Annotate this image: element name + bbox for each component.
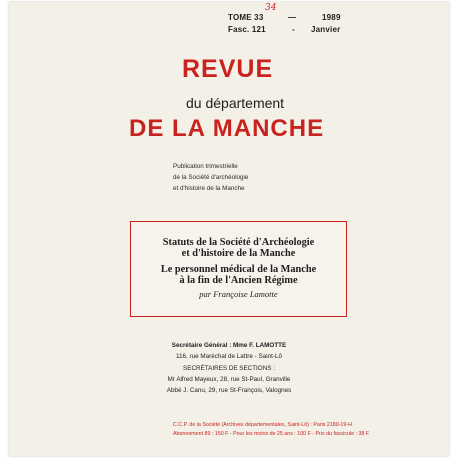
fascicule-dash: -: [292, 25, 295, 34]
footer-subscription: Abonnement 89 : 150 F - Pour les moins de 25 ans : 100 F - Prix du fascicule : 38 F: [173, 431, 370, 437]
publication-line-1: Publication trimestrielle: [173, 163, 238, 170]
sections-heading: SECRÉTAIRES DE SECTIONS :: [183, 365, 275, 372]
title-revue: REVUE: [182, 55, 274, 83]
title-de-la-manche: DE LA MANCHE: [129, 115, 325, 142]
article-1-title-line-2: et d'histoire de la Manche: [181, 248, 296, 259]
month: Janvier: [311, 25, 341, 34]
article-1-title-line-1: Statuts de la Société d'Archéologie: [162, 237, 315, 248]
article-2-title-line-2: à la fin de l'Ancien Régime: [179, 275, 298, 286]
contents-box: [130, 221, 347, 317]
publication-line-3: et d'histoire de la Manche: [173, 185, 245, 192]
footer-ccp: C.C.P. de la Société (Archives départementales, Saint-Lô) : Paris 2180-19-H: [173, 422, 352, 428]
publication-description: [173, 161, 248, 194]
tome-label: TOME 33: [228, 13, 264, 22]
year: 1989: [322, 13, 341, 22]
fascicule-label: Fasc. 121: [228, 25, 266, 34]
journal-cover: [9, 2, 449, 456]
publication-line-2: de la Société d'archéologie: [173, 174, 249, 181]
secretary-general: [99, 342, 359, 349]
article-author: par Françoise Lamotte: [199, 289, 278, 299]
section-secretary-2: Abbé J. Canu, 29, rue St-François, Valognes: [166, 387, 292, 394]
handwritten-correction: 34: [265, 3, 277, 13]
secretary-general-text: Secrétaire Général : Mme F. LAMOTTE: [171, 342, 287, 349]
title-du-departement: du département: [186, 95, 285, 111]
article-2-title-line-1: Le personnel médical de la Manche: [160, 264, 317, 275]
section-secretary-1: Mr Alfred Mayeux, 28, rue St-Paul, Granville: [167, 376, 291, 383]
header-dash: —: [288, 13, 297, 22]
secretary-address: 116, rue Maréchal de Lattre - Saint-Lô: [176, 353, 282, 360]
